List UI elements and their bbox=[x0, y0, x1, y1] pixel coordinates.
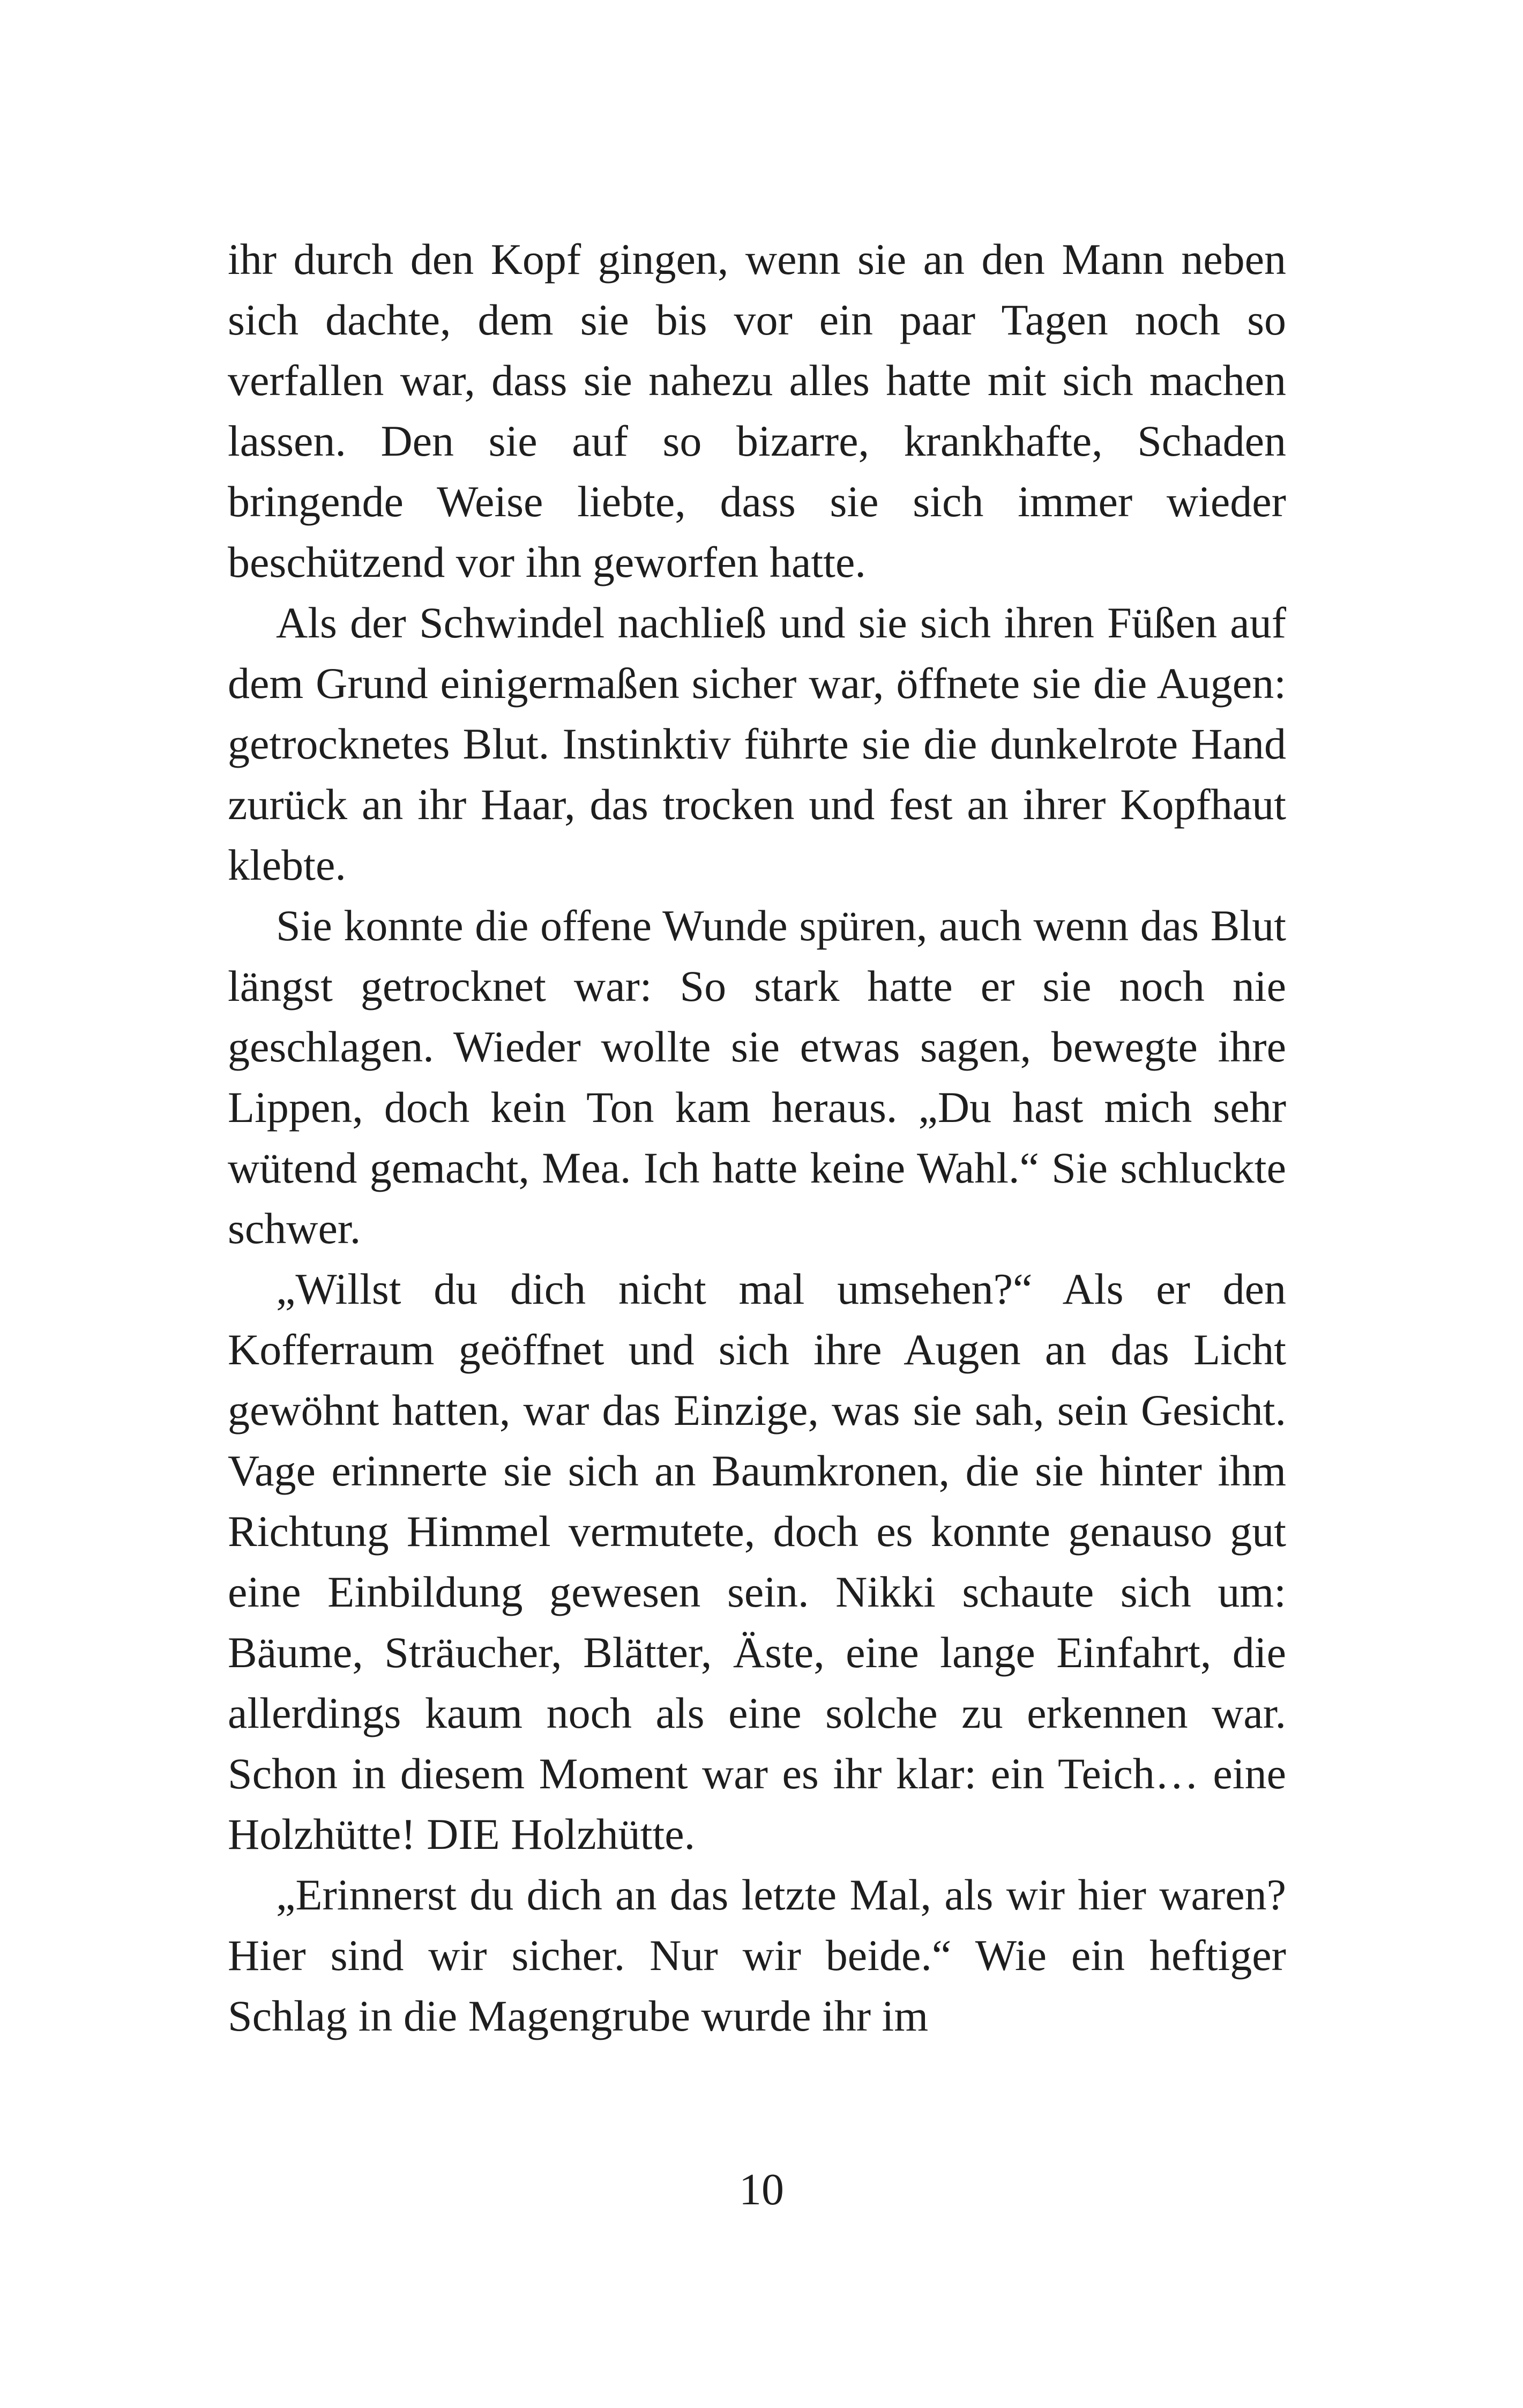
paragraph-4: „Willst du dich nicht mal umsehen?“ Als er den Kofferraum geöffnet und sich ihre Augen an das Licht gewöhnt hatten, war das Einzige, was sie sah, sein Gesicht. Vage erinnerte sie sich an Baumkronen, die sie hinter ihm Richtung Himmel vermutete, doch es konnte genauso gut eine Einbildung gewesen sein. Nikki schaute sich um: Bäume, Sträucher, Blätter, Äste, eine lange Einfahrt, die allerdings kaum noch als eine solche zu erkennen war. Schon in diesem Moment war es ihr klar: ein Teich… eine Holzhütte! DIE Holzhütte. bbox=[228, 1265, 1286, 1859]
paragraph-1: ihr durch den Kopf gingen, wenn sie an den Mann neben sich dachte, dem sie bis vor ein paar Tagen noch so verfallen war, dass sie nahezu alles hatte mit sich machen lassen. Den sie auf so bizarre, krankhafte, Schaden bringende Weise liebte, dass sie sich immer wieder beschützend vor ihn geworfen hatte. bbox=[228, 235, 1286, 586]
paragraph-2: Als der Schwindel nachließ und sie sich ihren Füßen auf dem Grund einigermaßen sicher war, öffnete sie die Augen: getrocknetes Blut. Instinktiv führte sie die dunkelrote Hand zurück an ihr Haar, das trocken und fest an ihrer Kopfhaut klebte. bbox=[228, 598, 1286, 889]
paragraph-5: „Erinnerst du dich an das letzte Mal, als wir hier waren? Hier sind wir sicher. Nur wir beide.“ Wie ein heftiger Schlag in die Magengrube wurde ihr im bbox=[228, 1870, 1286, 2040]
body-text bbox=[228, 229, 1286, 2046]
paragraph-3: Sie konnte die offene Wunde spüren, auch wenn das Blut längst getrocknet war: So stark hatte er sie noch nie geschlagen. Wieder wollte sie etwas sagen, bewegte ihre Lippen, doch kein Ton kam heraus. „Du hast mich sehr wütend gemacht, Mea. Ich hatte keine Wahl.“ Sie schluckte schwer. bbox=[228, 901, 1286, 1253]
page-number: 10 bbox=[739, 2165, 784, 2214]
